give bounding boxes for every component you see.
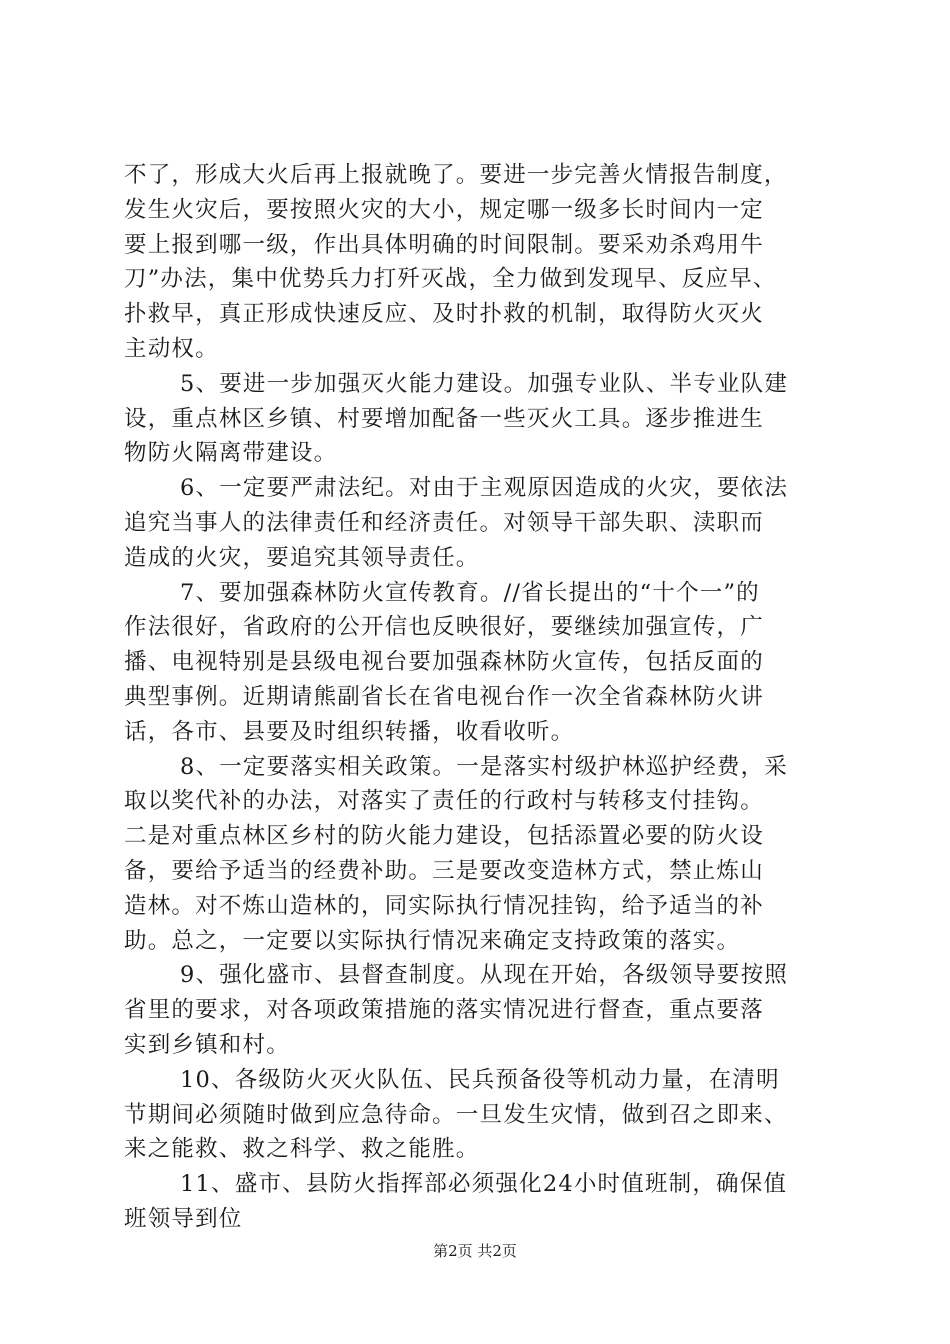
document-body [124, 158, 829, 1237]
text-line: 取以奖代补的办法，对落实了责任的行政村与转移支付挂钩。 [124, 788, 764, 815]
text-line: 发生火灾后，要按照火灾的大小，规定哪一级多长时间内一定 [124, 196, 764, 223]
text-line: 物防火隔离带建设。 [124, 440, 338, 467]
text-line: 造成的火灾，要追究其领导责任。 [124, 544, 480, 571]
text-line: 追究当事人的法律责任和经济责任。对领导干部失职、渎职而 [124, 509, 764, 536]
text-line: 节期间必须随时做到应急待命。一旦发生灾情，做到召之即来、 [124, 1101, 788, 1128]
text-line: 助。总之，一定要以实际执行情况来确定支持政策的落实。 [124, 927, 741, 954]
paragraph-first-line: 6、一定要严肃法纪。对由于主观原因造成的火灾，要依法 [180, 475, 789, 502]
text-line: 二是对重点林区乡村的防火能力建设，包括添置必要的防火设 [124, 823, 764, 850]
text-line: 备，要给予适当的经费补助。三是要改变造林方式，禁止炼山 [124, 857, 764, 884]
text-line: 省里的要求，对各项政策措施的落实情况进行督查，重点要落 [124, 997, 764, 1024]
text-line: 播、电视特别是县级电视台要加强森林防火宣传，包括反面的 [124, 649, 764, 676]
text-line: 要上报到哪一级，作出具体明确的时间限制。要采劝杀鸡用牛 [124, 231, 764, 258]
text-line: 主动权。 [124, 335, 219, 362]
paragraph-first-line: 9、强化盛市、县督查制度。从现在开始，各级领导要按照 [180, 962, 789, 989]
text-line: 来之能救、救之科学、救之能胜。 [124, 1136, 480, 1163]
text-line: 典型事例。近期请熊副省长在省电视台作一次全省森林防火讲 [124, 683, 764, 710]
paragraph-first-line: 8、一定要落实相关政策。一是落实村级护林巡护经费，采 [180, 753, 789, 780]
text-line: 班领导到位 [124, 1205, 243, 1232]
paragraph-first-line: 7、要加强森林防火宣传教育。//省长提出的“十个一”的 [180, 579, 760, 606]
text-line: 造林。对不炼山造林的，同实际执行情况挂钩，给予适当的补 [124, 892, 764, 919]
paragraph-first-line: 5、要进一步加强灭火能力建设。加强专业队、半专业队建 [180, 370, 789, 397]
text-line: 刀”办法，集中优势兵力打歼灭战，全力做到发现早、反应早、 [124, 266, 777, 293]
text-line: 话，各市、县要及时组织转播，收看收听。 [124, 718, 575, 745]
paragraph-first-line: 11、盛市、县防火指挥部必须强化24小时值班制，确保值 [180, 1171, 788, 1198]
text-line: 作法很好，省政府的公开信也反映很好，要继续加强宣传，广 [124, 614, 764, 641]
text-line: 不了，形成大火后再上报就晚了。要进一步完善火情报告制度， [124, 162, 788, 188]
text-line: 扑救早，真正形成快速反应、及时扑救的机制，取得防火灭火 [124, 301, 764, 328]
paragraph-first-line: 10、各级防火灭火队伍、民兵预备役等机动力量，在清明 [180, 1066, 780, 1093]
page-footer: 第2页 共2页 [433, 1242, 517, 1260]
text-line: 设，重点林区乡镇、村要增加配备一些灭火工具。逐步推进生 [124, 405, 764, 432]
text-line: 实到乡镇和村。 [124, 1031, 290, 1058]
